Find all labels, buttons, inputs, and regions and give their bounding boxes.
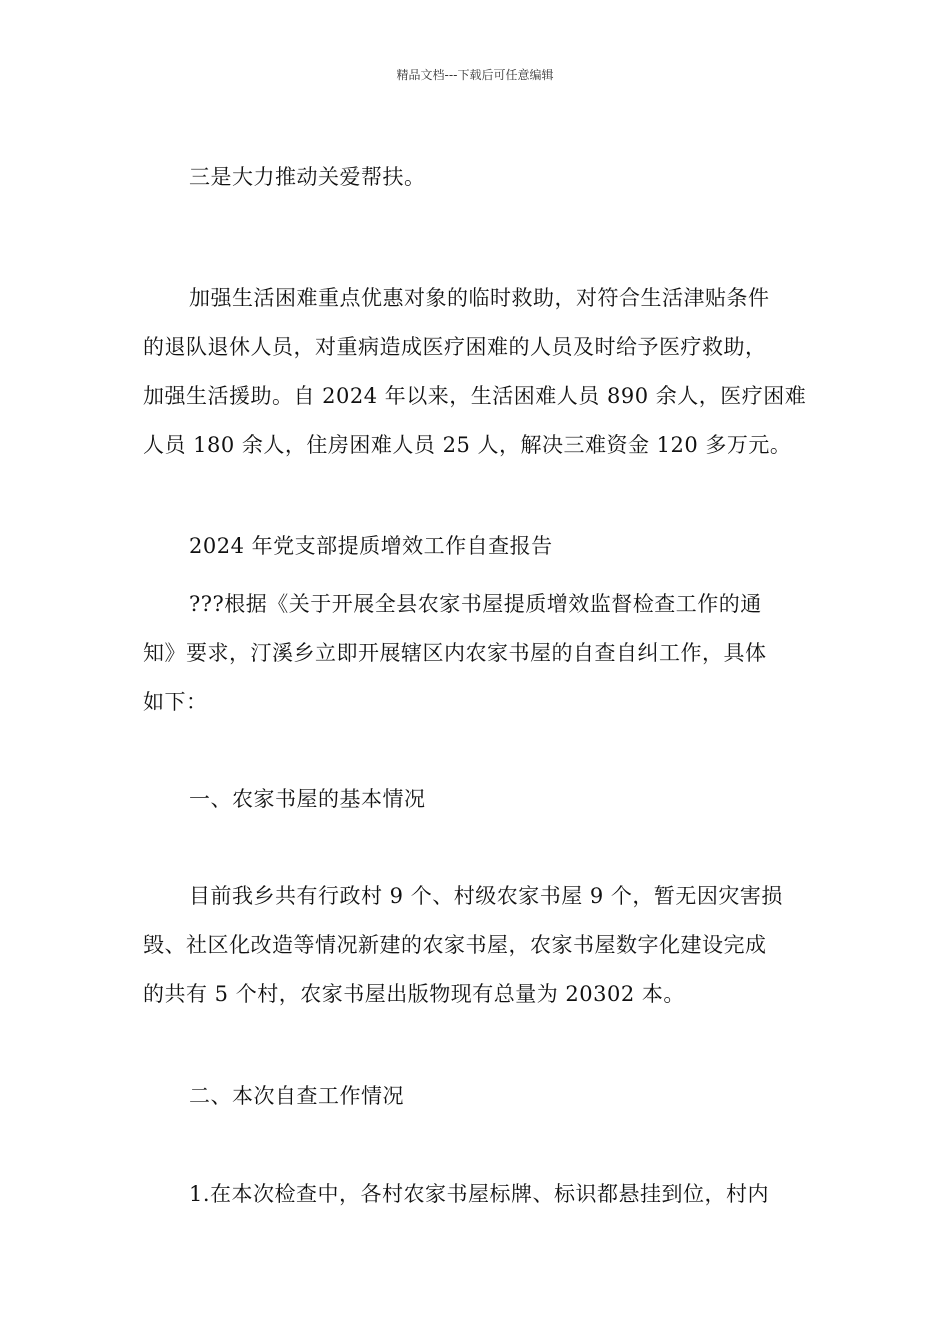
text-line: 的共有 5 个村，农家书屋出版物现有总量为 20302 本。: [143, 982, 685, 1006]
text-line: 二、本次自查工作情况: [189, 1084, 404, 1108]
section-heading-self-inspection: [143, 1072, 808, 1121]
text-line: 加强生活援助。自 2024 年以来，生活困难人员 890 余人，医疗困难: [143, 384, 807, 408]
section-heading-basic-situation: [143, 775, 808, 824]
page-header: 精品文档---下载后可任意编辑: [396, 68, 554, 82]
paragraph-notice: [143, 580, 808, 727]
text-line: 如下：: [143, 690, 208, 714]
paragraph-basic-situation: [143, 872, 808, 1019]
paragraph-relief: [143, 274, 808, 470]
text-line: 知》要求，汀溪乡立即开展辖区内农家书屋的自查自纠工作，具体: [143, 641, 767, 665]
text-line: 三是大力推动关爱帮扶。: [189, 165, 426, 189]
text-line: 1.在本次检查中，各村农家书屋标牌、标识都悬挂到位，村内: [189, 1182, 770, 1206]
text-line: 2024 年党支部提质增效工作自查报告: [189, 534, 553, 558]
text-line: ???根据《关于开展全县农家书屋提质增效监督检查工作的通: [189, 592, 762, 616]
report-title: [143, 522, 808, 571]
text-line: 的退队退休人员，对重病造成医疗困难的人员及时给予医疗救助，: [143, 335, 767, 359]
text-line: 毁、社区化改造等情况新建的农家书屋，农家书屋数字化建设完成: [143, 933, 767, 957]
paragraph-inspection-item-1: [143, 1170, 808, 1219]
text-line: 加强生活困难重点优惠对象的临时救助，对符合生活津贴条件: [189, 286, 770, 310]
text-line: 一、农家书屋的基本情况: [189, 787, 426, 811]
paragraph-care-support-heading: [143, 153, 808, 202]
text-line: 目前我乡共有行政村 9 个、村级农家书屋 9 个，暂无因灾害损: [189, 884, 783, 908]
text-line: 人员 180 余人，住房困难人员 25 人，解决三难资金 120 多万元。: [143, 433, 792, 457]
